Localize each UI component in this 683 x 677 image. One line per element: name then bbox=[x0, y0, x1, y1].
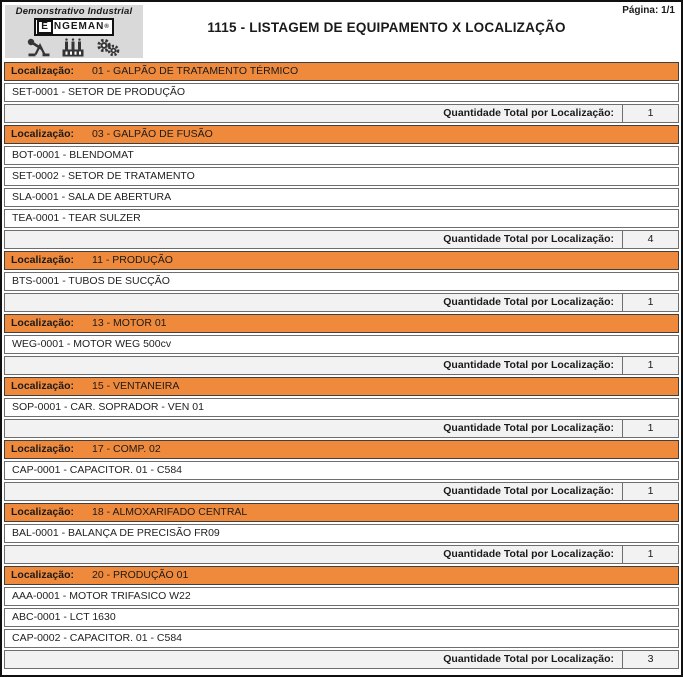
total-value: 1 bbox=[622, 105, 678, 122]
total-label: Quantidade Total por Localização: bbox=[443, 653, 614, 665]
location-label: Localização: bbox=[11, 443, 75, 455]
location-header-row bbox=[4, 314, 679, 333]
location-header-row bbox=[4, 251, 679, 270]
gears-icon bbox=[95, 38, 121, 57]
location-header-row bbox=[4, 125, 679, 144]
location-total-row bbox=[4, 230, 679, 249]
total-label: Quantidade Total por Localização: bbox=[443, 548, 614, 560]
location-total-row bbox=[4, 482, 679, 501]
location-value: 15 - VENTANEIRA bbox=[92, 380, 180, 392]
location-label: Localização: bbox=[11, 65, 75, 77]
location-value: 18 - ALMOXARIFADO CENTRAL bbox=[92, 506, 248, 518]
location-total-row bbox=[4, 545, 679, 564]
equipment-row: AAA-0001 - MOTOR TRIFASICO W22 bbox=[4, 587, 679, 606]
page-number: Página: 1/1 bbox=[622, 5, 675, 16]
factory-icon bbox=[61, 38, 85, 57]
equipment-row: TEA-0001 - TEAR SULZER bbox=[4, 209, 679, 228]
brand-icons bbox=[27, 38, 121, 57]
equipment-row: SLA-0001 - SALA DE ABERTURA bbox=[4, 188, 679, 207]
location-total-row bbox=[4, 104, 679, 123]
location-header-row bbox=[4, 377, 679, 396]
location-label: Localização: bbox=[11, 128, 75, 140]
total-value: 1 bbox=[622, 483, 678, 500]
total-label: Quantidade Total por Localização: bbox=[443, 107, 614, 119]
equipment-row: WEG-0001 - MOTOR WEG 500cv bbox=[4, 335, 679, 354]
equipment-row: BTS-0001 - TUBOS DE SUCÇÃO bbox=[4, 272, 679, 291]
equipment-row: SET-0002 - SETOR DE TRATAMENTO bbox=[4, 167, 679, 186]
equipment-row: CAP-0001 - CAPACITOR. 01 - C584 bbox=[4, 461, 679, 480]
machine-icon bbox=[27, 38, 51, 57]
total-label: Quantidade Total por Localização: bbox=[443, 359, 614, 371]
report-header bbox=[2, 2, 681, 60]
total-label: Quantidade Total por Localização: bbox=[443, 422, 614, 434]
location-label: Localização: bbox=[11, 317, 75, 329]
location-value: 01 - GALPÃO DE TRATAMENTO TÉRMICO bbox=[92, 65, 299, 77]
equipment-row: CAP-0002 - CAPACITOR. 01 - C584 bbox=[4, 629, 679, 648]
total-value: 1 bbox=[622, 420, 678, 437]
location-label: Localização: bbox=[11, 380, 75, 392]
page-title: 1115 - LISTAGEM DE EQUIPAMENTO X LOCALIZAÇÃO bbox=[207, 20, 566, 35]
location-value: 13 - MOTOR 01 bbox=[92, 317, 167, 329]
total-value: 1 bbox=[622, 546, 678, 563]
brand-logo-e: E bbox=[37, 20, 53, 34]
total-label: Quantidade Total por Localização: bbox=[443, 233, 614, 245]
equipment-row: SET-0001 - SETOR DE PRODUÇÃO bbox=[4, 83, 679, 102]
location-value: 20 - PRODUÇÃO 01 bbox=[92, 569, 189, 581]
location-value: 17 - COMP. 02 bbox=[92, 443, 161, 455]
location-total-row bbox=[4, 419, 679, 438]
registered-mark: ® bbox=[104, 24, 109, 30]
equipment-row: BOT-0001 - BLENDOMAT bbox=[4, 146, 679, 165]
brand-logo-text: NGEMAN bbox=[53, 21, 105, 32]
total-value: 3 bbox=[622, 651, 678, 668]
total-value: 1 bbox=[622, 357, 678, 374]
brand-logo bbox=[34, 18, 114, 36]
total-value: 4 bbox=[622, 231, 678, 248]
location-total-row bbox=[4, 356, 679, 375]
equipment-row: ABC-0001 - LCT 1630 bbox=[4, 608, 679, 627]
equipment-row: SOP-0001 - CAR. SOPRADOR - VEN 01 bbox=[4, 398, 679, 417]
location-total-row bbox=[4, 293, 679, 312]
brand-logo-panel bbox=[5, 5, 143, 58]
location-header-row bbox=[4, 503, 679, 522]
location-value: 11 - PRODUÇÃO bbox=[92, 254, 173, 266]
sections-container bbox=[2, 60, 681, 669]
total-value: 1 bbox=[622, 294, 678, 311]
equipment-row: BAL-0001 - BALANÇA DE PRECISÃO FR09 bbox=[4, 524, 679, 543]
location-header-row bbox=[4, 440, 679, 459]
location-total-row bbox=[4, 650, 679, 669]
brand-tagline: Demonstrativo Industrial bbox=[15, 6, 133, 17]
location-label: Localização: bbox=[11, 569, 75, 581]
location-header-row bbox=[4, 62, 679, 81]
location-value: 03 - GALPÃO DE FUSÃO bbox=[92, 128, 213, 140]
total-label: Quantidade Total por Localização: bbox=[443, 296, 614, 308]
location-label: Localização: bbox=[11, 506, 75, 518]
total-label: Quantidade Total por Localização: bbox=[443, 485, 614, 497]
location-label: Localização: bbox=[11, 254, 75, 266]
location-header-row bbox=[4, 566, 679, 585]
